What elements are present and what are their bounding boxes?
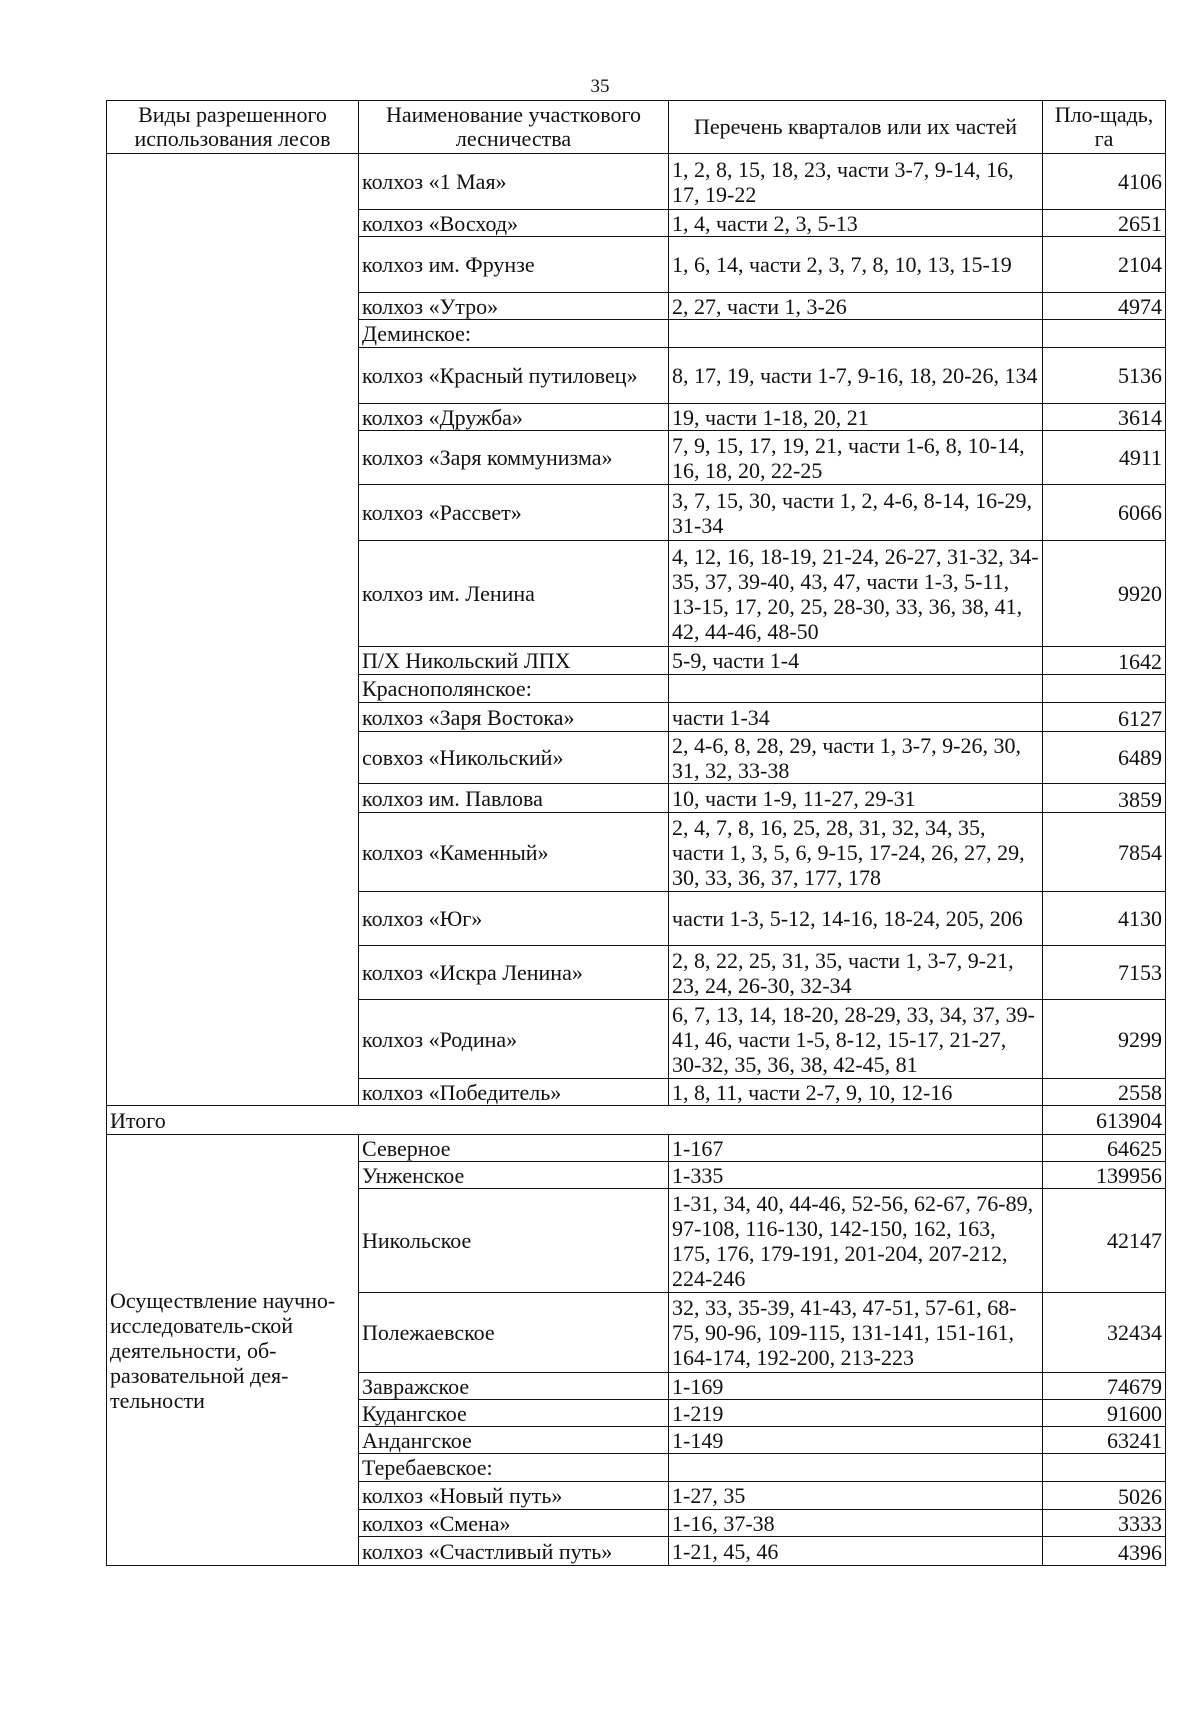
use-type-cell-continued — [107, 154, 359, 1106]
area-cell: 1642 — [1043, 647, 1166, 675]
forestry-name-cell: колхоз «Родина» — [359, 1000, 669, 1079]
forestry-name-cell: Краснополянское: — [359, 675, 669, 703]
header-use-type: Виды разрешенного использования лесов — [107, 101, 359, 154]
quarters-cell: 1, 6, 14, части 2, 3, 7, 8, 10, 13, 15-19 — [669, 237, 1043, 293]
area-cell: 2104 — [1043, 237, 1166, 293]
area-cell: 6127 — [1043, 703, 1166, 732]
table-row — [107, 1135, 1166, 1162]
forestry-name-cell: П/Х Никольский ЛПХ — [359, 647, 669, 675]
total-body — [107, 1106, 1166, 1135]
forestry-name-cell: колхоз им. Павлова — [359, 784, 669, 813]
quarters-cell — [669, 320, 1043, 348]
quarters-cell: 19, части 1-18, 20, 21 — [669, 404, 1043, 431]
quarters-cell: 1-167 — [669, 1135, 1043, 1162]
quarters-cell: 2, 8, 22, 25, 31, 35, части 1, 3-7, 9-21, 23, 24, 26-30, 32-34 — [669, 946, 1043, 1000]
header-forestry-name: Наименование участкового лесничества — [359, 101, 669, 154]
area-cell: 9299 — [1043, 1000, 1166, 1079]
total-label: Итого — [107, 1106, 1043, 1135]
quarters-cell: 1-219 — [669, 1400, 1043, 1427]
area-cell — [1043, 320, 1166, 348]
area-cell: 4911 — [1043, 431, 1166, 485]
forestry-name-cell: совхоз «Никольский» — [359, 732, 669, 784]
area-cell: 4106 — [1043, 154, 1166, 210]
quarters-cell: 1-21, 45, 46 — [669, 1537, 1043, 1566]
forestry-name-cell: Андангское — [359, 1427, 669, 1454]
total-row — [107, 1106, 1166, 1135]
area-cell: 139956 — [1043, 1162, 1166, 1189]
forestry-name-cell: Завражское — [359, 1373, 669, 1400]
forest-use-table — [106, 100, 1166, 1566]
forestry-name-cell: колхоз «Дружба» — [359, 404, 669, 431]
quarters-cell: 4, 12, 16, 18-19, 21-24, 26-27, 31-32, 34-35, 37, 39-40, 43, 47, части 1-3, 5-11, 13-15, 17, 20, 25, 28-30, 33, 36, 38, 41, 42, 44-46, 48-50 — [669, 541, 1043, 647]
quarters-cell: 2, 4, 7, 8, 16, 25, 28, 31, 32, 34, 35, части 1, 3, 5, 6, 9-15, 17-24, 26, 27, 29, 30, 33, 36, 37, 177, 178 — [669, 813, 1043, 892]
header-quarters-list: Перечень кварталов или их частей — [669, 101, 1043, 154]
table-header-row — [107, 101, 1166, 154]
forestry-name-cell: колхоз «Искра Ленина» — [359, 946, 669, 1000]
forestry-name-cell: колхоз «Победитель» — [359, 1079, 669, 1106]
forestry-name-cell: колхоз «1 Мая» — [359, 154, 669, 210]
header-area: Пло-щадь, га — [1043, 101, 1166, 154]
forestry-name-cell: Теребаевское: — [359, 1454, 669, 1482]
area-cell: 7153 — [1043, 946, 1166, 1000]
forestry-name-cell: Кудангское — [359, 1400, 669, 1427]
area-cell: 6066 — [1043, 485, 1166, 541]
quarters-cell: 1-31, 34, 40, 44-46, 52-56, 62-67, 76-89, 97-108, 116-130, 142-150, 162, 163, 175, 176, 179-191, 201-204, 207-212, 224-246 — [669, 1189, 1043, 1293]
quarters-cell: 8, 17, 19, части 1-7, 9-16, 18, 20-26, 134 — [669, 348, 1043, 404]
quarters-cell: 1-335 — [669, 1162, 1043, 1189]
forestry-name-cell: колхоз «Рассвет» — [359, 485, 669, 541]
area-cell: 4396 — [1043, 1537, 1166, 1566]
forestry-name-cell: колхоз «Заря коммунизма» — [359, 431, 669, 485]
area-cell: 5026 — [1043, 1482, 1166, 1510]
forestry-name-cell: колхоз «Юг» — [359, 892, 669, 946]
quarters-cell: 2, 4-6, 8, 28, 29, части 1, 3-7, 9-26, 30, 31, 32, 33-38 — [669, 732, 1043, 784]
area-cell: 3859 — [1043, 784, 1166, 813]
quarters-cell: 1, 8, 11, части 2-7, 9, 10, 12-16 — [669, 1079, 1043, 1106]
quarters-cell — [669, 1454, 1043, 1482]
quarters-cell: 1-169 — [669, 1373, 1043, 1400]
area-cell: 4974 — [1043, 293, 1166, 320]
table-row — [107, 154, 1166, 210]
area-cell: 32434 — [1043, 1293, 1166, 1373]
quarters-cell: 1-27, 35 — [669, 1482, 1043, 1510]
quarters-cell: 3, 7, 15, 30, части 1, 2, 4-6, 8-14, 16-29, 31-34 — [669, 485, 1043, 541]
forestry-name-cell: Полежаевское — [359, 1293, 669, 1373]
quarters-cell: 32, 33, 35-39, 41-43, 47-51, 57-61, 68-75, 90-96, 109-115, 131-141, 151-161, 164-174, 192-200, 213-223 — [669, 1293, 1043, 1373]
area-cell: 7854 — [1043, 813, 1166, 892]
area-cell: 5136 — [1043, 348, 1166, 404]
area-cell — [1043, 1454, 1166, 1482]
use-type-research-education: Осуществление научно-исследователь-ской деятельности, об-разовательной дея-тельности — [107, 1135, 359, 1566]
area-cell: 2651 — [1043, 210, 1166, 237]
area-cell: 74679 — [1043, 1373, 1166, 1400]
area-cell: 42147 — [1043, 1189, 1166, 1293]
area-cell: 3333 — [1043, 1510, 1166, 1537]
quarters-cell: части 1-3, 5-12, 14-16, 18-24, 205, 206 — [669, 892, 1043, 946]
forestry-name-cell: Деминское: — [359, 320, 669, 348]
forestry-name-cell: колхоз «Каменный» — [359, 813, 669, 892]
forestry-name-cell: колхоз «Новый путь» — [359, 1482, 669, 1510]
area-cell: 9920 — [1043, 541, 1166, 647]
quarters-cell: 5-9, части 1-4 — [669, 647, 1043, 675]
area-cell: 6489 — [1043, 732, 1166, 784]
forestry-name-cell: колхоз «Красный путиловец» — [359, 348, 669, 404]
quarters-cell: 1-16, 37-38 — [669, 1510, 1043, 1537]
section-one-body — [107, 154, 1166, 1106]
quarters-cell: 10, части 1-9, 11-27, 29-31 — [669, 784, 1043, 813]
quarters-cell: части 1-34 — [669, 703, 1043, 732]
forestry-name-cell: колхоз им. Фрунзе — [359, 237, 669, 293]
forestry-name-cell: Унженское — [359, 1162, 669, 1189]
forestry-name-cell: Никольское — [359, 1189, 669, 1293]
area-cell: 2558 — [1043, 1079, 1166, 1106]
forestry-name-cell: колхоз «Утро» — [359, 293, 669, 320]
quarters-cell: 7, 9, 15, 17, 19, 21, части 1-6, 8, 10-14, 16, 18, 20, 22-25 — [669, 431, 1043, 485]
page-number: 35 — [590, 76, 610, 97]
quarters-cell — [669, 675, 1043, 703]
total-area: 613904 — [1043, 1106, 1166, 1135]
forestry-name-cell: Северное — [359, 1135, 669, 1162]
quarters-cell: 1, 2, 8, 15, 18, 23, части 3-7, 9-14, 16, 17, 19-22 — [669, 154, 1043, 210]
area-cell: 63241 — [1043, 1427, 1166, 1454]
area-cell: 3614 — [1043, 404, 1166, 431]
area-cell: 64625 — [1043, 1135, 1166, 1162]
forestry-name-cell: колхоз «Смена» — [359, 1510, 669, 1537]
area-cell: 91600 — [1043, 1400, 1166, 1427]
section-two-body — [107, 1135, 1166, 1566]
forestry-name-cell: колхоз «Счастливый путь» — [359, 1537, 669, 1566]
quarters-cell: 1-149 — [669, 1427, 1043, 1454]
quarters-cell: 6, 7, 13, 14, 18-20, 28-29, 33, 34, 37, 39-41, 46, части 1-5, 8-12, 15-17, 21-27, 30-32, 35, 36, 38, 42-45, 81 — [669, 1000, 1043, 1079]
area-cell: 4130 — [1043, 892, 1166, 946]
quarters-cell: 1, 4, части 2, 3, 5-13 — [669, 210, 1043, 237]
forestry-name-cell: колхоз «Заря Востока» — [359, 703, 669, 732]
forestry-name-cell: колхоз им. Ленина — [359, 541, 669, 647]
quarters-cell: 2, 27, части 1, 3-26 — [669, 293, 1043, 320]
forestry-name-cell: колхоз «Восход» — [359, 210, 669, 237]
area-cell — [1043, 675, 1166, 703]
